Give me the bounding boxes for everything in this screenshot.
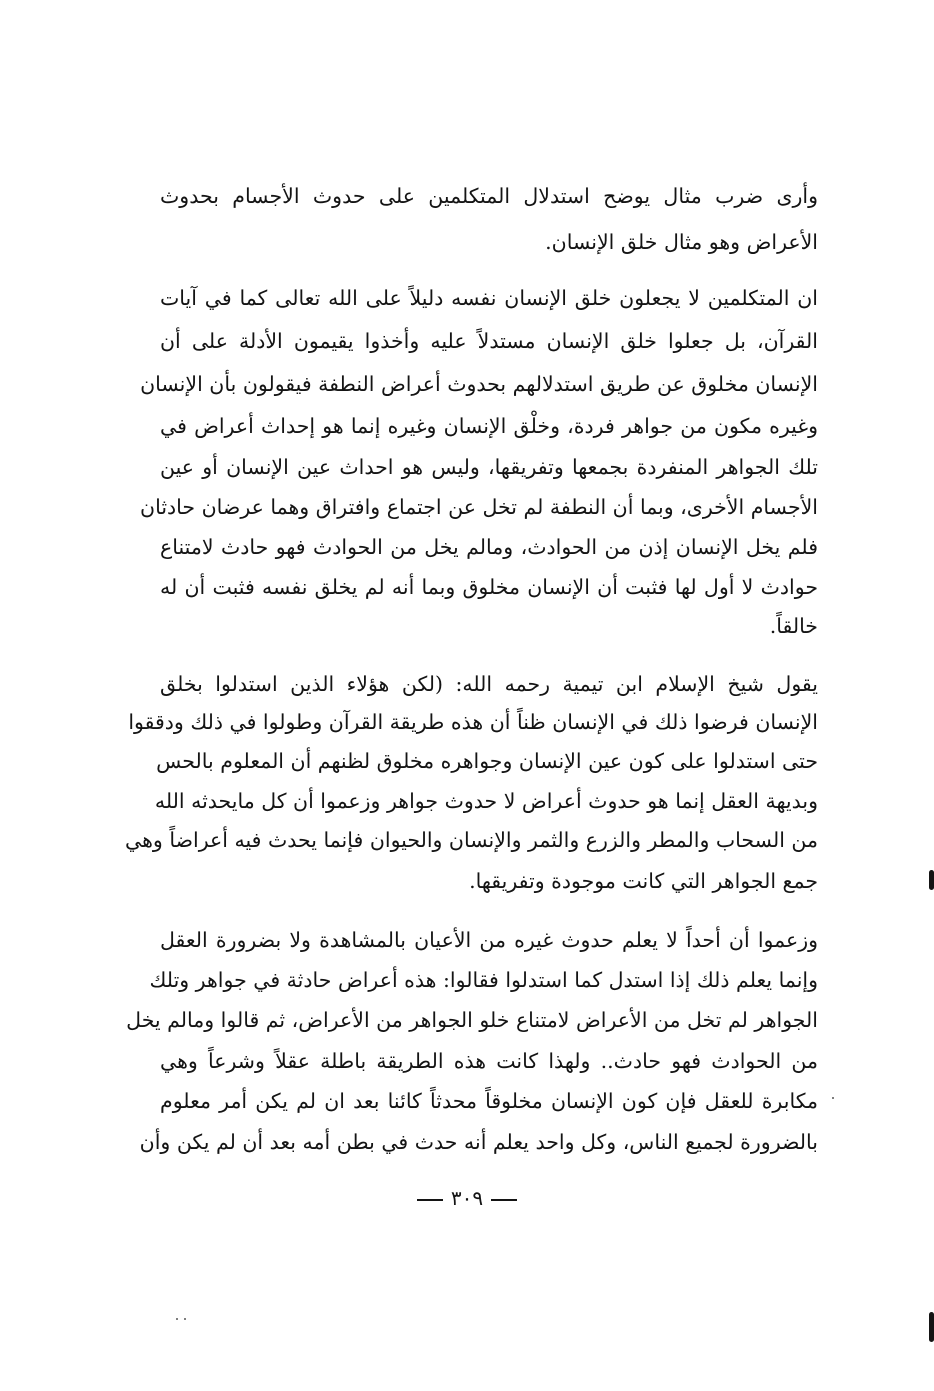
- text-line: وأرى ضرب مثال يوضح استدلال المتكلمين على حدوث الأجسام بحدوث: [160, 184, 818, 208]
- text-line: وإنما يعلم ذلك إذا استدل كما استدلوا فقالوا: هذه أعراض حادثة في جواهر وتلك: [149, 968, 818, 992]
- text-line: حوادث لا أول لها فثبت أن الإنسان مخلوق وبما أنه لم يخلق نفسه فثبت أن له: [160, 575, 818, 599]
- text-line: وغيره مكون من جواهر فردة، وخلْق الإنسان وغيره إنما هو إحداث أعراض في: [160, 414, 818, 438]
- page-number-dash: [417, 1199, 443, 1201]
- text-line: ان المتكلمين لا يجعلون خلق الإنسان نفسه دليلاً على الله تعالى كما في آيات: [160, 286, 818, 310]
- scan-edge-mark: [929, 1312, 934, 1342]
- text-line: وزعموا أن أحداً لا يعلم حدوث غيره من الأعيان بالمشاهدة ولا بضرورة العقل: [160, 928, 818, 952]
- text-line: فلم يخل الإنسان إذن من الحوادث، ومالم يخل من الحوادث فهو حادث لامتناع: [160, 535, 818, 559]
- text-line: من السحاب والمطر والزرع والثمر والإنسان والحيوان فإنما يحدث فيه أعراضاً وهي: [125, 828, 818, 852]
- text-line: من الحوادث فهو حادث.. ولهذا كانت هذه الطريقة باطلة عقلاً وشرعاً وهي: [160, 1049, 818, 1073]
- scan-speck: [184, 1318, 186, 1320]
- text-line: وبديهة العقل إنما هو حدوث أعراض لا حدوث جواهر وزعموا أن كل مايحدثه الله: [154, 789, 818, 813]
- text-line: يقول شيخ الإسلام ابن تيمية رحمه الله: (لكن هؤلاء الذين استدلوا بخلق: [160, 672, 818, 696]
- text-line: حتى استدلوا على كون عين الإنسان وجواهره مخلوق لظنهم أن المعلوم بالحس: [156, 749, 818, 773]
- text-line: تلك الجواهر المنفردة بجمعها وتفريقها، وليس هو احداث عين الإنسان أو عين: [160, 455, 818, 479]
- text-line: خالقاً.: [769, 614, 818, 638]
- text-line: جمع الجواهر التي كانت موجودة وتفريقها.: [469, 869, 818, 893]
- text-line: الجواهر لم تخل من الأعراض لامتناع خلو الجواهر من الأعراض، ثم قالوا ومالم يخل: [126, 1008, 818, 1032]
- scan-edge-mark: [929, 870, 934, 890]
- text-line: الإنسان مخلوق عن طريق استدلالهم بحدوث أعراض النطفة فيقولون بأن الإنسان: [140, 372, 818, 396]
- page-body: [125, 0, 818, 1391]
- text-line: الأجسام الأخرى، وبما أن النطفة لم تخل عن اجتماع وافتراق وهما عرضان حادثان: [140, 495, 818, 519]
- text-line: القرآن، بل جعلوا خلق الإنسان مستدلاً عليه وأخذوا يقيمون الأدلة على أن: [160, 329, 818, 353]
- text-line: مكابرة للعقل فإن كون الإنسان مخلوقاً محدثاً كائنا بعد ان لم يكن أمر معلوم: [160, 1089, 818, 1113]
- page-number-value: ٣٠٩: [450, 1186, 484, 1210]
- page-number: [0, 1186, 934, 1210]
- text-line: الإنسان فرضوا ذلك في الإنسان ظناً أن هذه طريقة القرآن وطولوا في ذلك ودققوا: [128, 710, 818, 734]
- text-line: بالضرورة لجميع الناس، وكل واحد يعلم أنه حدث في بطن أمه بعد أن لم يكن وأن: [139, 1130, 818, 1154]
- scan-speck: [176, 1318, 178, 1320]
- scan-speck: [832, 1097, 834, 1099]
- text-line: الأعراض وهو مثال خلق الإنسان.: [545, 230, 818, 254]
- page-number-dash: [491, 1199, 517, 1201]
